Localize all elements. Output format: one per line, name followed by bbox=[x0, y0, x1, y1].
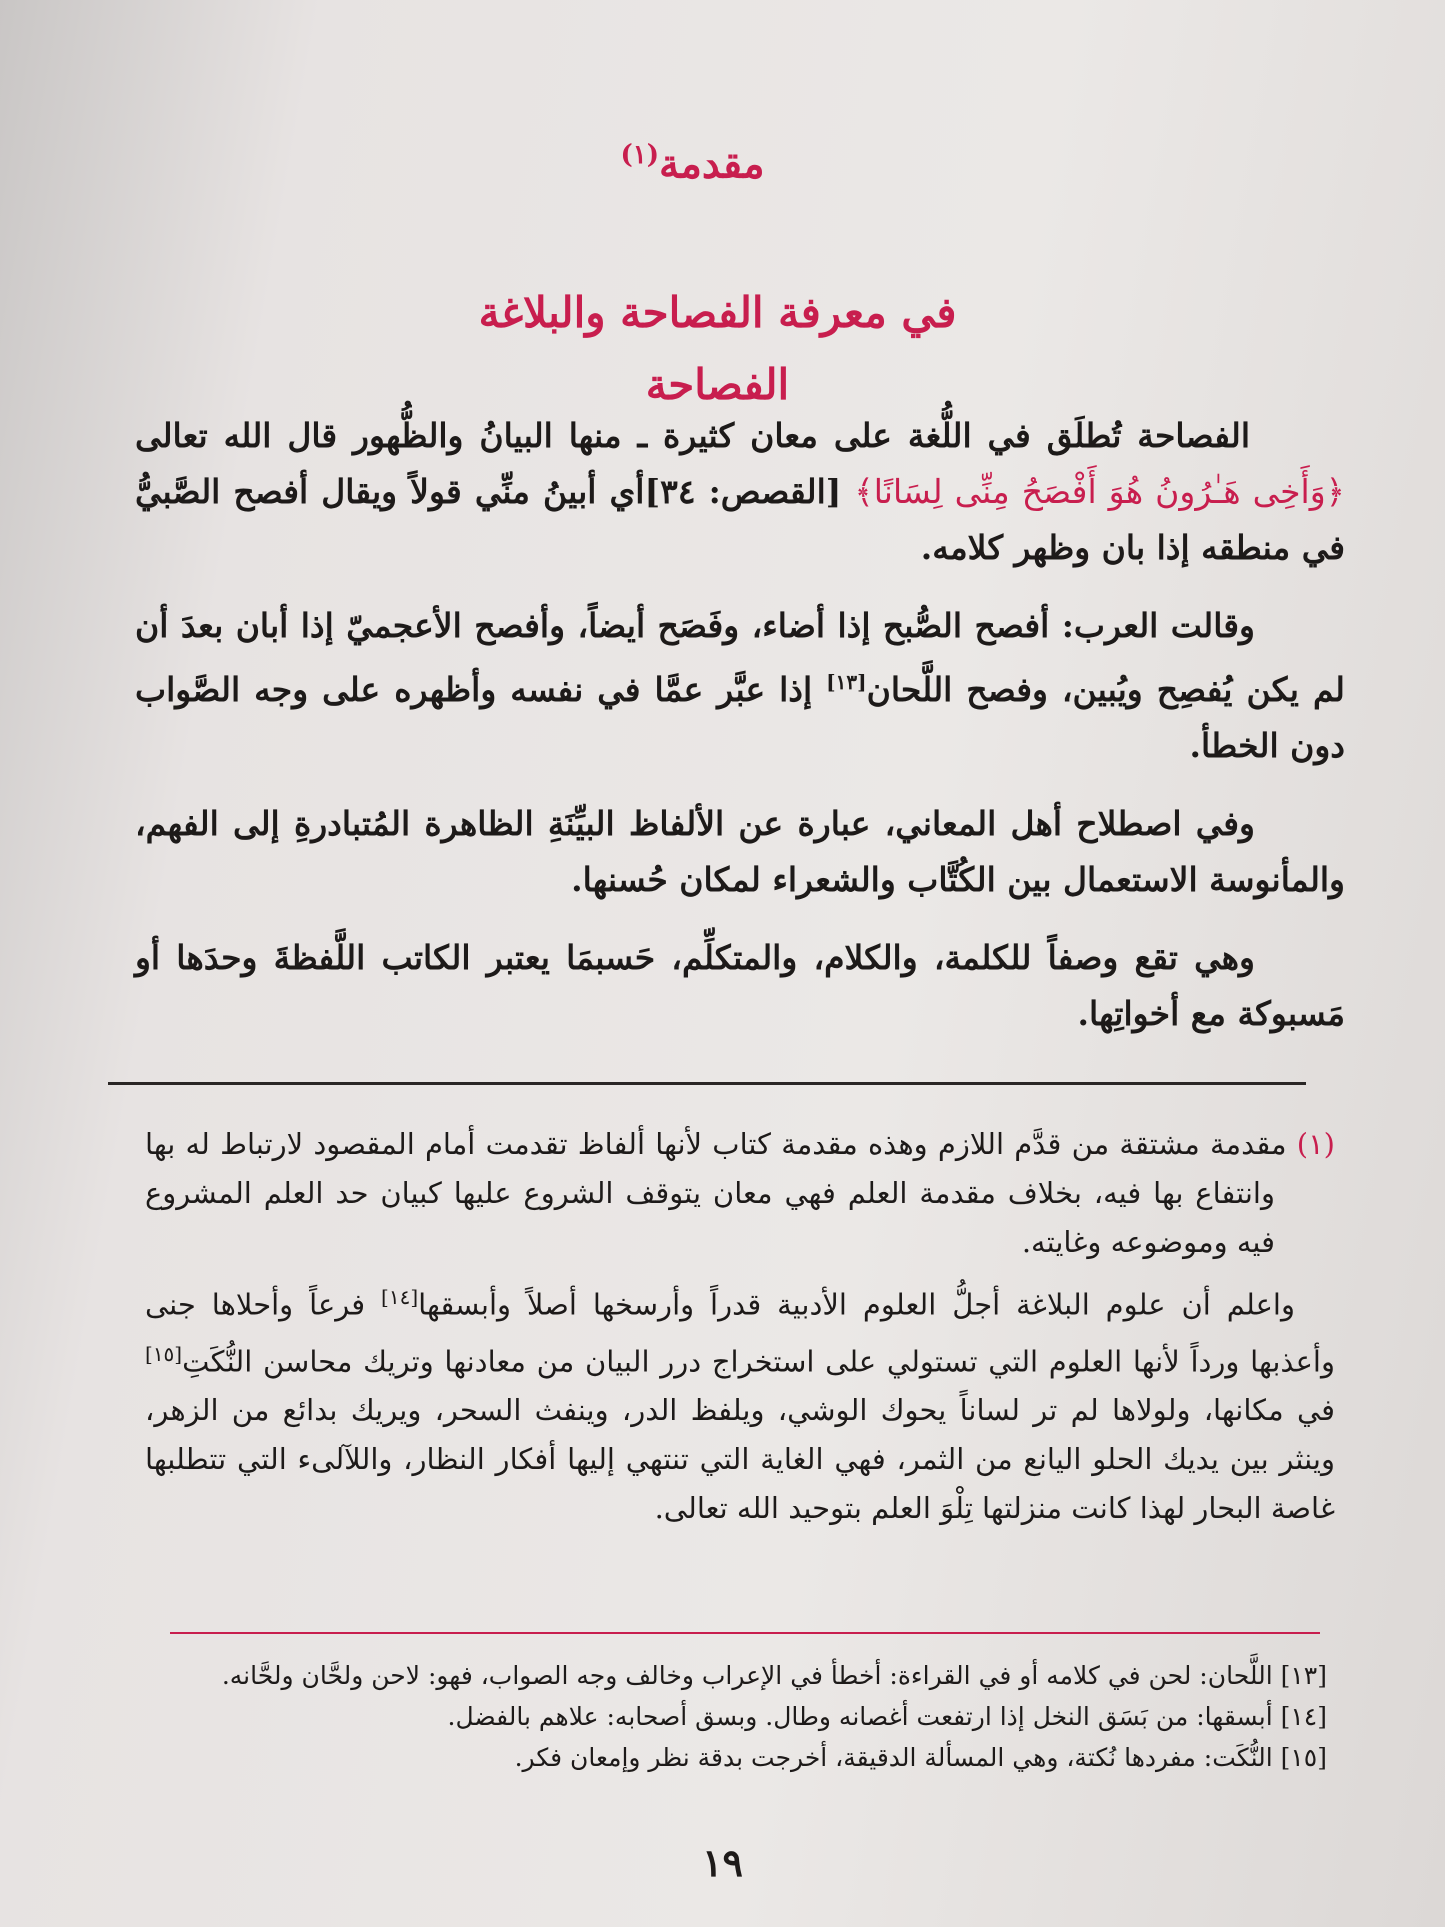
footnote-paragraph-end: في مكانها، ولولاها لم تر لساناً يحوك الوشي، ويلفظ الدر، وينفث السحر، ويريك بدائع من الزهر، وينثر بين يديك الحلو اليانع من الثمر، فهي الغاية التي تنتهي إليها أفكار النظار، واللآلىء التي تتطلبها غاصة البحار لهذا كانت منزلتها تِلْوَ العلم بتوحيد الله تعالى. bbox=[145, 1393, 1335, 1526]
intro-footnote-mark: (١) bbox=[620, 140, 660, 170]
footnote-1-number: (١) bbox=[1296, 1127, 1335, 1161]
paragraph-4: وهي تقع وصفاً للكلمة، والكلام، والمتكلِّم، حَسبمَا يعتبر الكاتب اللَّفظةَ وحدَها أو مَسبوكة مع أخواتِها. bbox=[135, 938, 1345, 1033]
footnote-ref-13: [١٣] bbox=[826, 670, 867, 694]
footnote-1 bbox=[145, 1120, 1335, 1267]
footnote-1-text: مقدمة مشتقة من قدَّم اللازم وهذه مقدمة كتاب لأنها ألفاظ تقدمت أمام المقصود لارتباط له بها وانتفاع بها فيه، بخلاف مقدمة العلم فهي معان يتوقف الشروع عليها كبيان حد العلم المشروع فيه وموضوعه وغايته. bbox=[145, 1127, 1287, 1259]
main-text bbox=[135, 408, 1345, 1064]
paragraph-1-start: الفصاحة تُطلَق في اللُّغة على معان كثيرة ـ منها البيانُ والظُّهور قال الله تعالى bbox=[135, 416, 1250, 455]
footnote-paragraph-mid: فرعاً وأحلاها جنى وأعذبها ورداً لأنها العلوم التي تستولي على استخراج درر البيان من معادنها وتريك محاسن النُّكَتِ bbox=[145, 1287, 1335, 1379]
footnotes bbox=[145, 1120, 1335, 1539]
intro-title bbox=[0, 140, 1415, 187]
paragraph-2-start: وقالت العرب: أفصح الصُّبح إذا أضاء، وفَصَح أيضاً، وأفصح الأعجميّ إذا أبان بعدَ أن لم يكن يُفصِح ويُبين، وفصح اللَّحان bbox=[135, 606, 1345, 709]
intro-title-text: مقدمة bbox=[659, 140, 765, 188]
paragraph-2-end: إذا عبَّر عمَّا في نفسه وأظهره على وجه الصَّواب دون الخطأ. bbox=[135, 670, 1345, 765]
paragraph-2 bbox=[135, 598, 1345, 774]
footnote-paragraph-start: واعلم أن علوم البلاغة أجلُّ العلوم الأدبية قدراً وأرسخها أصلاً وأبسقها bbox=[418, 1287, 1295, 1322]
paragraph-1 bbox=[135, 408, 1345, 576]
glossary-entry-14: [١٤] أبسقها: من بَسَق النخل إذا ارتفعت أغصانه وطال. وبسق أصحابه: علاهم بالفضل. bbox=[447, 1702, 1327, 1731]
glossary-divider bbox=[170, 1632, 1320, 1634]
quran-verse: ﴿وَأَخِى هَـٰرُونُ هُوَ أَفْصَحُ مِنِّى لِسَانًا﴾ bbox=[854, 472, 1345, 511]
section-title: الفصاحة bbox=[645, 360, 790, 409]
glossary bbox=[147, 1655, 1327, 1778]
chapter-subtitle: في معرفة الفصاحة والبلاغة bbox=[478, 288, 957, 337]
glossary-entry-15: [١٥] النُّكَت: مفردها نُكتة، وهي المسألة الدقيقة، أخرجت بدقة نظر وإمعان فكر. bbox=[514, 1743, 1327, 1772]
paragraph-1-end: [القصص: ٣٤]أي أبينُ منِّي قولاً ويقال أفصح الصَّبيُّ في منطقه إذا بان وظهر كلامه. bbox=[135, 472, 1345, 567]
paragraph-3: وفي اصطلاح أهل المعاني، عبارة عن الألفاظ البيِّنَةِ الظاهرة المُتبادرةِ إلى الفهم، والمأنوسة الاستعمال بين الكُتَّاب والشعراء لمكان حُسنها. bbox=[135, 804, 1345, 899]
footnote-ref-14: [١٤] bbox=[381, 1285, 419, 1309]
footnote-divider bbox=[108, 1082, 1306, 1085]
page-number: ١٩ bbox=[702, 1840, 743, 1885]
footnote-paragraph bbox=[145, 1273, 1335, 1533]
glossary-entry-13: [١٣] اللَّحان: لحن في كلامه أو في القراءة: أخطأ في الإعراب وخالف وجه الصواب، فهو: لاحن ولحَّان ولحَّانه. bbox=[221, 1661, 1327, 1690]
footnote-ref-15: [١٥] bbox=[145, 1341, 183, 1366]
